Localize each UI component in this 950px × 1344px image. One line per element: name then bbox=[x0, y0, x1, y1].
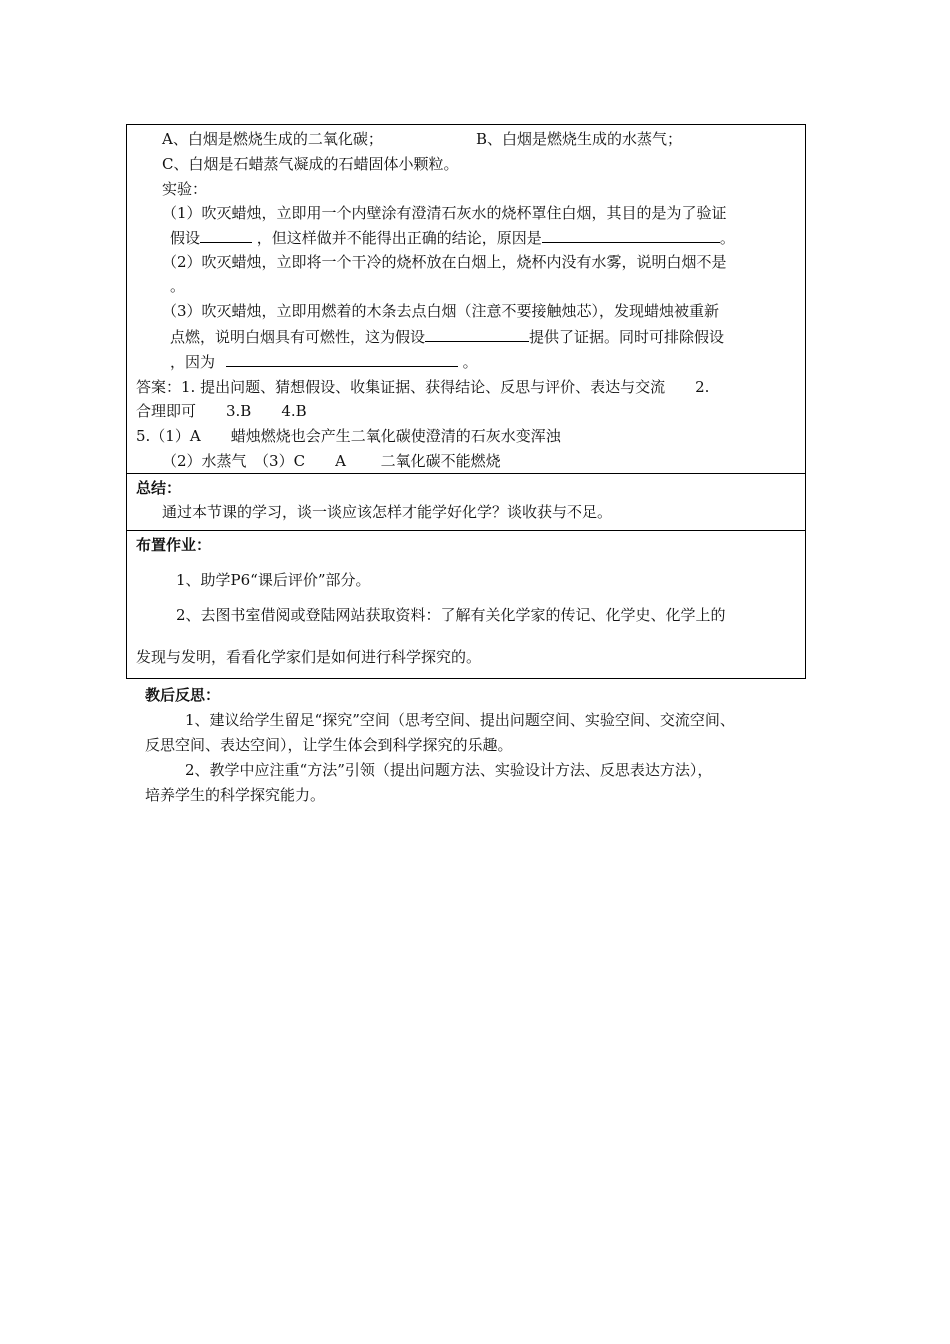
experiment-heading: 实验： bbox=[162, 180, 208, 198]
summary-heading: 总结： bbox=[136, 479, 182, 497]
experiment-item-1-line-2 bbox=[170, 228, 735, 248]
reflection-item-1-line-2: 反思空间、表达空间），让学生体会到科学探究的乐趣。 bbox=[145, 736, 513, 754]
answer-blank[interactable] bbox=[542, 228, 720, 243]
hypothesis-text: 点燃，说明白烟具有可燃性，这为假设 bbox=[170, 328, 426, 346]
experiment-item-1-line-1: （1）吹灭蜡烛，立即用一个内壁涂有澄清石灰水的烧杯罩住白烟，其目的是为了验证 bbox=[162, 204, 727, 222]
reflection-item-2-line-1: 2、教学中应注重“方法”引领（提出问题方法、实验设计方法、反思表达方法）， bbox=[185, 761, 713, 779]
experiment-item-2-line-2: 。 bbox=[170, 277, 186, 295]
experiment-item-3-line-1: （3）吹灭蜡烛，立即用燃着的木条去点白烟（注意不要接触烛芯），发现蜡烛被重新 bbox=[162, 302, 720, 320]
answer-line-1: 答案：1. 提出问题、猜想假设、收集证据、获得结论、反思与评价、表达与交流 2. bbox=[136, 378, 710, 396]
reflection-item-1-line-1: 1、建议给学生留足“探究”空间（思考空间、提出问题空间、实验空间、交流空间、 bbox=[185, 711, 735, 729]
answer-line-2: 合理即可 3.B 4.B bbox=[136, 402, 307, 420]
summary-text: 通过本节课的学习，谈一谈应该怎样才能学好化学？谈收获与不足。 bbox=[162, 503, 613, 521]
answer-blank[interactable] bbox=[425, 327, 529, 342]
option-a: A、白烟是燃烧生成的二氧化碳； bbox=[162, 130, 383, 148]
reflection-heading: 教后反思： bbox=[145, 686, 221, 704]
homework-item-1: 1、助学P6“课后评价”部分。 bbox=[176, 571, 371, 589]
answer-line-4: （2）水蒸气 （3）C A 二氧化碳不能燃烧 bbox=[162, 452, 501, 470]
option-b: B、白烟是燃烧生成的水蒸气； bbox=[476, 130, 683, 148]
table-divider-homework bbox=[126, 530, 806, 531]
evidence-text: 提供了证据。同时可排除假设 bbox=[529, 328, 725, 346]
answer-blank[interactable] bbox=[226, 352, 458, 367]
homework-heading: 布置作业： bbox=[136, 536, 212, 554]
period: 。 bbox=[719, 229, 735, 247]
table-divider-summary bbox=[126, 473, 806, 474]
experiment-item-2-line-1: （2）吹灭蜡烛，立即将一个干冷的烧杯放在白烟上，烧杯内没有水雾，说明白烟不是 bbox=[162, 253, 727, 271]
answer-blank[interactable] bbox=[200, 228, 252, 243]
answer-line-3: 5.（1）A 蜡烛燃烧也会产生二氧化碳使澄清的石灰水变浑浊 bbox=[136, 427, 561, 445]
reflection-item-2-line-2: 培养学生的科学探究能力。 bbox=[145, 786, 326, 804]
reason-text: ，但这样做并不能得出正确的结论，原因是 bbox=[256, 229, 542, 247]
because-text: ，因为 bbox=[170, 353, 216, 371]
homework-item-2-line-1: 2、去图书室借阅或登陆网站获取资料：了解有关化学家的传记、化学史、化学上的 bbox=[176, 606, 726, 624]
homework-item-2-line-2: 发现与发明，看看化学家们是如何进行科学探究的。 bbox=[136, 648, 482, 666]
experiment-item-3-line-3 bbox=[170, 352, 478, 372]
period: 。 bbox=[462, 353, 478, 371]
hypothesis-label: 假设 bbox=[170, 229, 201, 247]
option-c: C、白烟是石蜡蒸气凝成的石蜡固体小颗粒。 bbox=[162, 155, 459, 173]
experiment-item-3-line-2 bbox=[170, 327, 724, 347]
